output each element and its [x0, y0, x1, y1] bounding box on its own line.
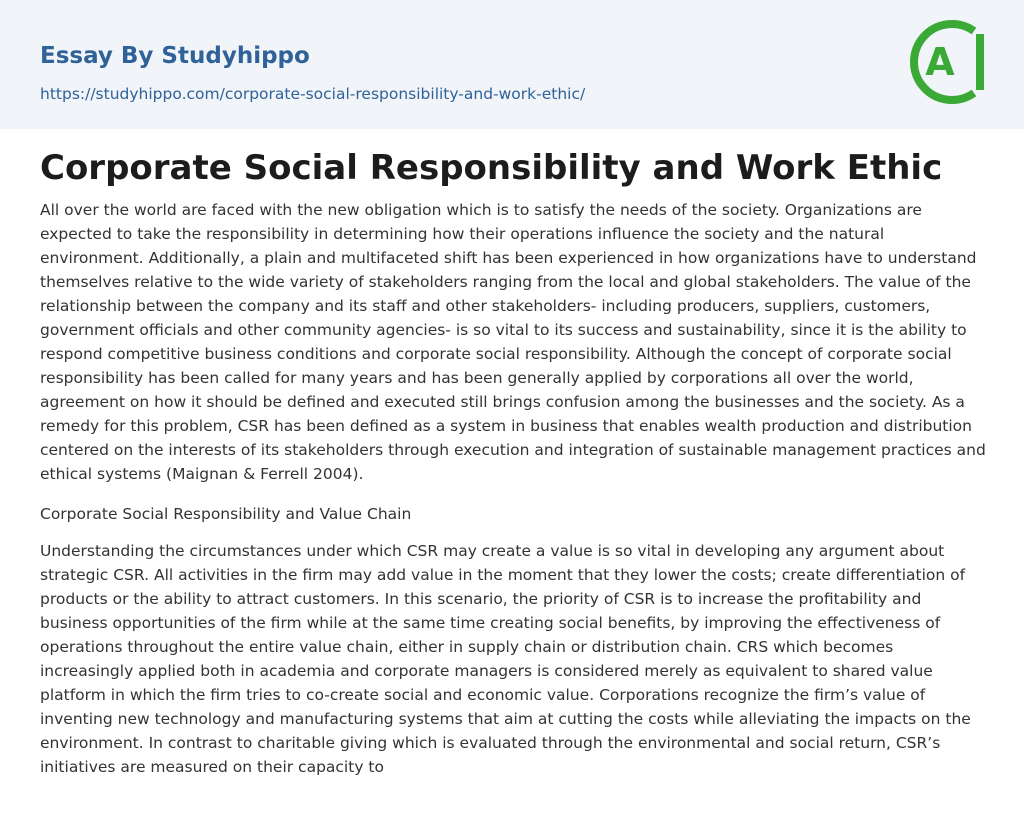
essay-content: [40, 146, 988, 779]
essay-paragraph-2: Understanding the circumstances under which CSR may create a value is so vital in developing any argument about strategic CSR. All activities in the firm may add value in the moment that they lower the costs; create differentiation of products or the ability to attract customers. In this scenario, the priority of CSR is to increase the profitability and business opportunities of the firm while at the same time creating social benefits, by improving the effectiveness of operations throughout the entire value chain, either in supply chain or distribution chain. CRS which becomes increasingly applied both in academia and corporate managers is considered merely as equivalent to shared value platform in which the firm tries to co-create social and economic value. Corporations recognize the firm’s value of inventing new technology and manufacturing systems that aim at cutting the costs while alleviating the impacts on the environment. In contrast to charitable giving which is evaluated through the environmental and social return, CSR’s initiatives are measured on their capacity to: [40, 542, 971, 776]
section-heading: Corporate Social Responsibility and Value Chain: [40, 505, 412, 523]
brand-title: Essay By Studyhippo: [40, 43, 310, 69]
page-title: Corporate Social Responsibility and Work Ethic: [40, 148, 943, 188]
logo-letter: A: [925, 40, 955, 84]
studyhippo-logo-icon: [908, 18, 988, 106]
site-header: [0, 0, 1024, 129]
source-url-link[interactable]: https://studyhippo.com/corporate-social-responsibility-and-work-ethic/: [40, 85, 586, 103]
essay-paragraph-1: All over the world are faced with the new obligation which is to satisfy the needs of the society. Organizations are expected to take the responsibility in determining how their operations influence the society and the natural environment. Additionally, a plain and multifaceted shift has been experienced in how organizations have to understand themselves relative to the wide variety of stakeholders ranging from the local and global stakeholders. The value of the relationship between the company and its staff and other stakeholders- including producers, suppliers, customers, government officials and other community agencies- is so vital to its success and sustainability, since it is the ability to respond competitive business conditions and corporate social responsibility. Although the concept of corporate social responsibility has been called for many years and has been generally applied by corporations all over the world, agreement on how it should be defined and executed still brings confusion among the businesses and the society. As a remedy for this problem, CSR has been defined as a system in business that enables wealth production and distribution centered on the interests of its stakeholders through execution and integration of sustainable management practices and ethical systems (Maignan & Ferrell 2004).: [40, 201, 986, 483]
